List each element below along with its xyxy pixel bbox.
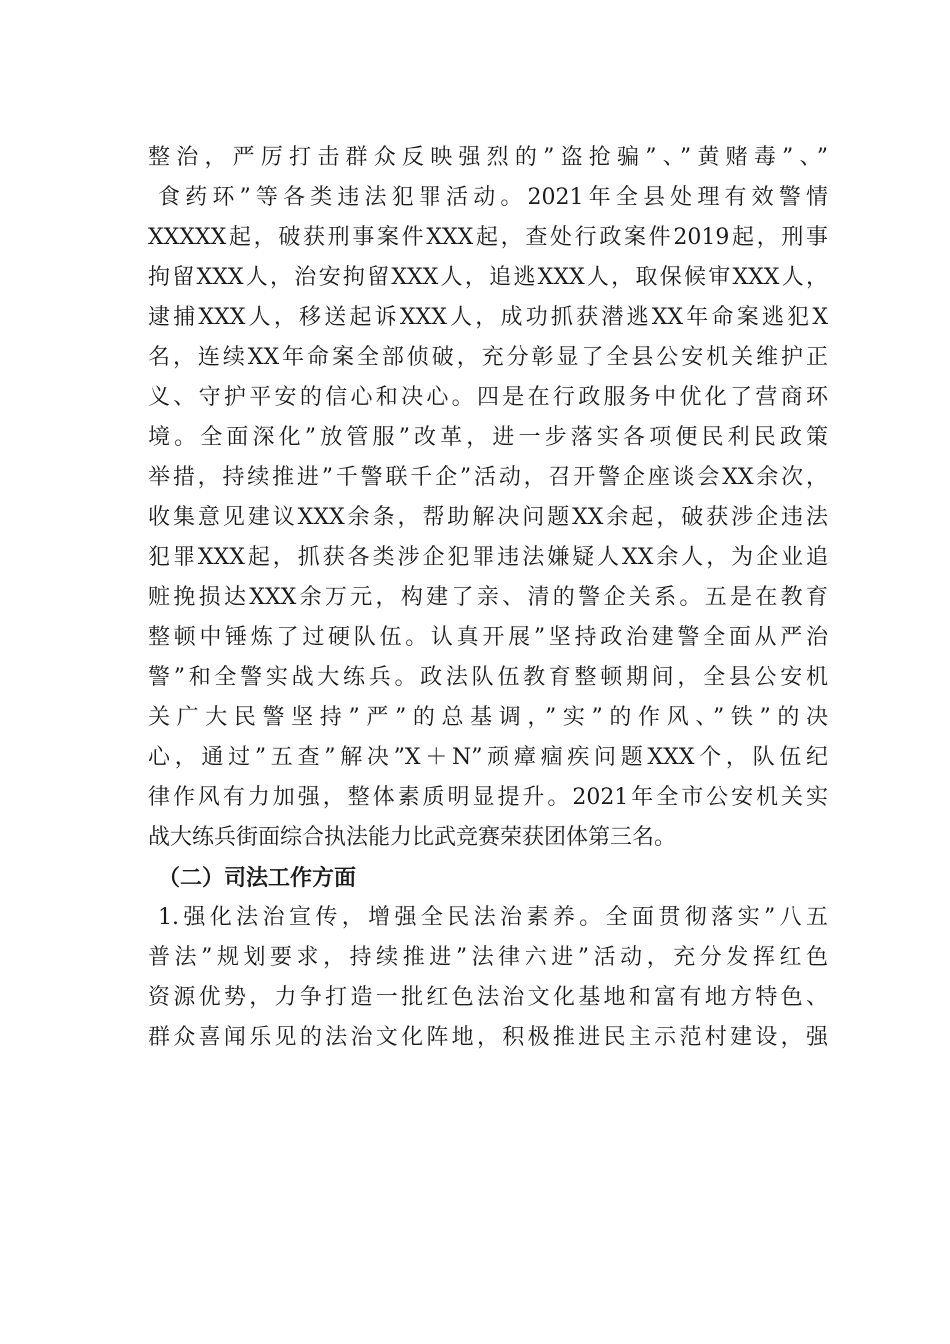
text-line: 举措，持续推进”千警联千企”活动，召开警企座谈会XX余次， [148, 465, 828, 490]
text-line: 战大练兵街面综合执法能力比武竞赛荣获团体第三名。 [148, 825, 677, 850]
text-line: 食药环”等各类违法犯罪活动。2021年全县处理有效警情 [158, 185, 828, 210]
text-line: 境。全面深化”放管服”改革，进一步落实各项便民利民政策 [148, 425, 828, 450]
text-line: 心，通过”五查”解决”X＋N”顽瘴痼疾问题XXX个，队伍纪 [148, 745, 828, 770]
text-line: 普法”规划要求，持续推进”法律六进”活动，充分发挥红色 [148, 945, 828, 970]
text-line: 义、守护平安的信心和决心。四是在行政服务中优化了营商环 [148, 385, 828, 410]
text-line: 警”和全警实战大练兵。政法队伍教育整顿期间，全县公安机 [148, 665, 828, 690]
text-line: 拘留XXX人，治安拘留XXX人，追逃XXX人，取保候审XXX人， [148, 265, 828, 290]
text-line: 整顿中锤炼了过硬队伍。认真开展”坚持政治建警全面从严治 [148, 625, 828, 650]
body-text [148, 138, 828, 1058]
text-line: 名，连续XX年命案全部侦破，充分彰显了全县公安机关维护正 [148, 345, 828, 370]
text-line: 犯罪XXX起，抓获各类涉企犯罪违法嫌疑人XX余人，为企业追 [148, 545, 828, 570]
text-line: 律作风有力加强，整体素质明显提升。2021年全市公安机关实 [148, 785, 828, 810]
text-line: 收集意见建议XXX余条，帮助解决问题XX余起，破获涉企违法 [148, 505, 828, 530]
text-line: 逮捕XXX人，移送起诉XXX人，成功抓获潜逃XX年命案逃犯X [148, 305, 828, 330]
text-line: XXXXX起，破获刑事案件XXX起，查处行政案件2019起，刑事 [148, 225, 828, 250]
text-line: 关广大民警坚持”严”的总基调，”实”的作风、”铁”的决 [148, 705, 828, 730]
text-line: 1.强化法治宣传，增强全民法治素养。全面贯彻落实”八五 [158, 905, 828, 930]
section-heading: （二）司法工作方面 [158, 865, 357, 891]
text-line: 整治，严厉打击群众反映强烈的”盗抢骗”、”黄赌毒”、” [148, 145, 828, 170]
text-line: 群众喜闻乐见的法治文化阵地，积极推进民主示范村建设，强 [148, 1025, 828, 1050]
text-line: 资源优势，力争打造一批红色法治文化基地和富有地方特色、 [148, 985, 828, 1010]
text-line: 赃挽损达XXX余万元，构建了亲、清的警企关系。五是在教育 [148, 585, 828, 610]
